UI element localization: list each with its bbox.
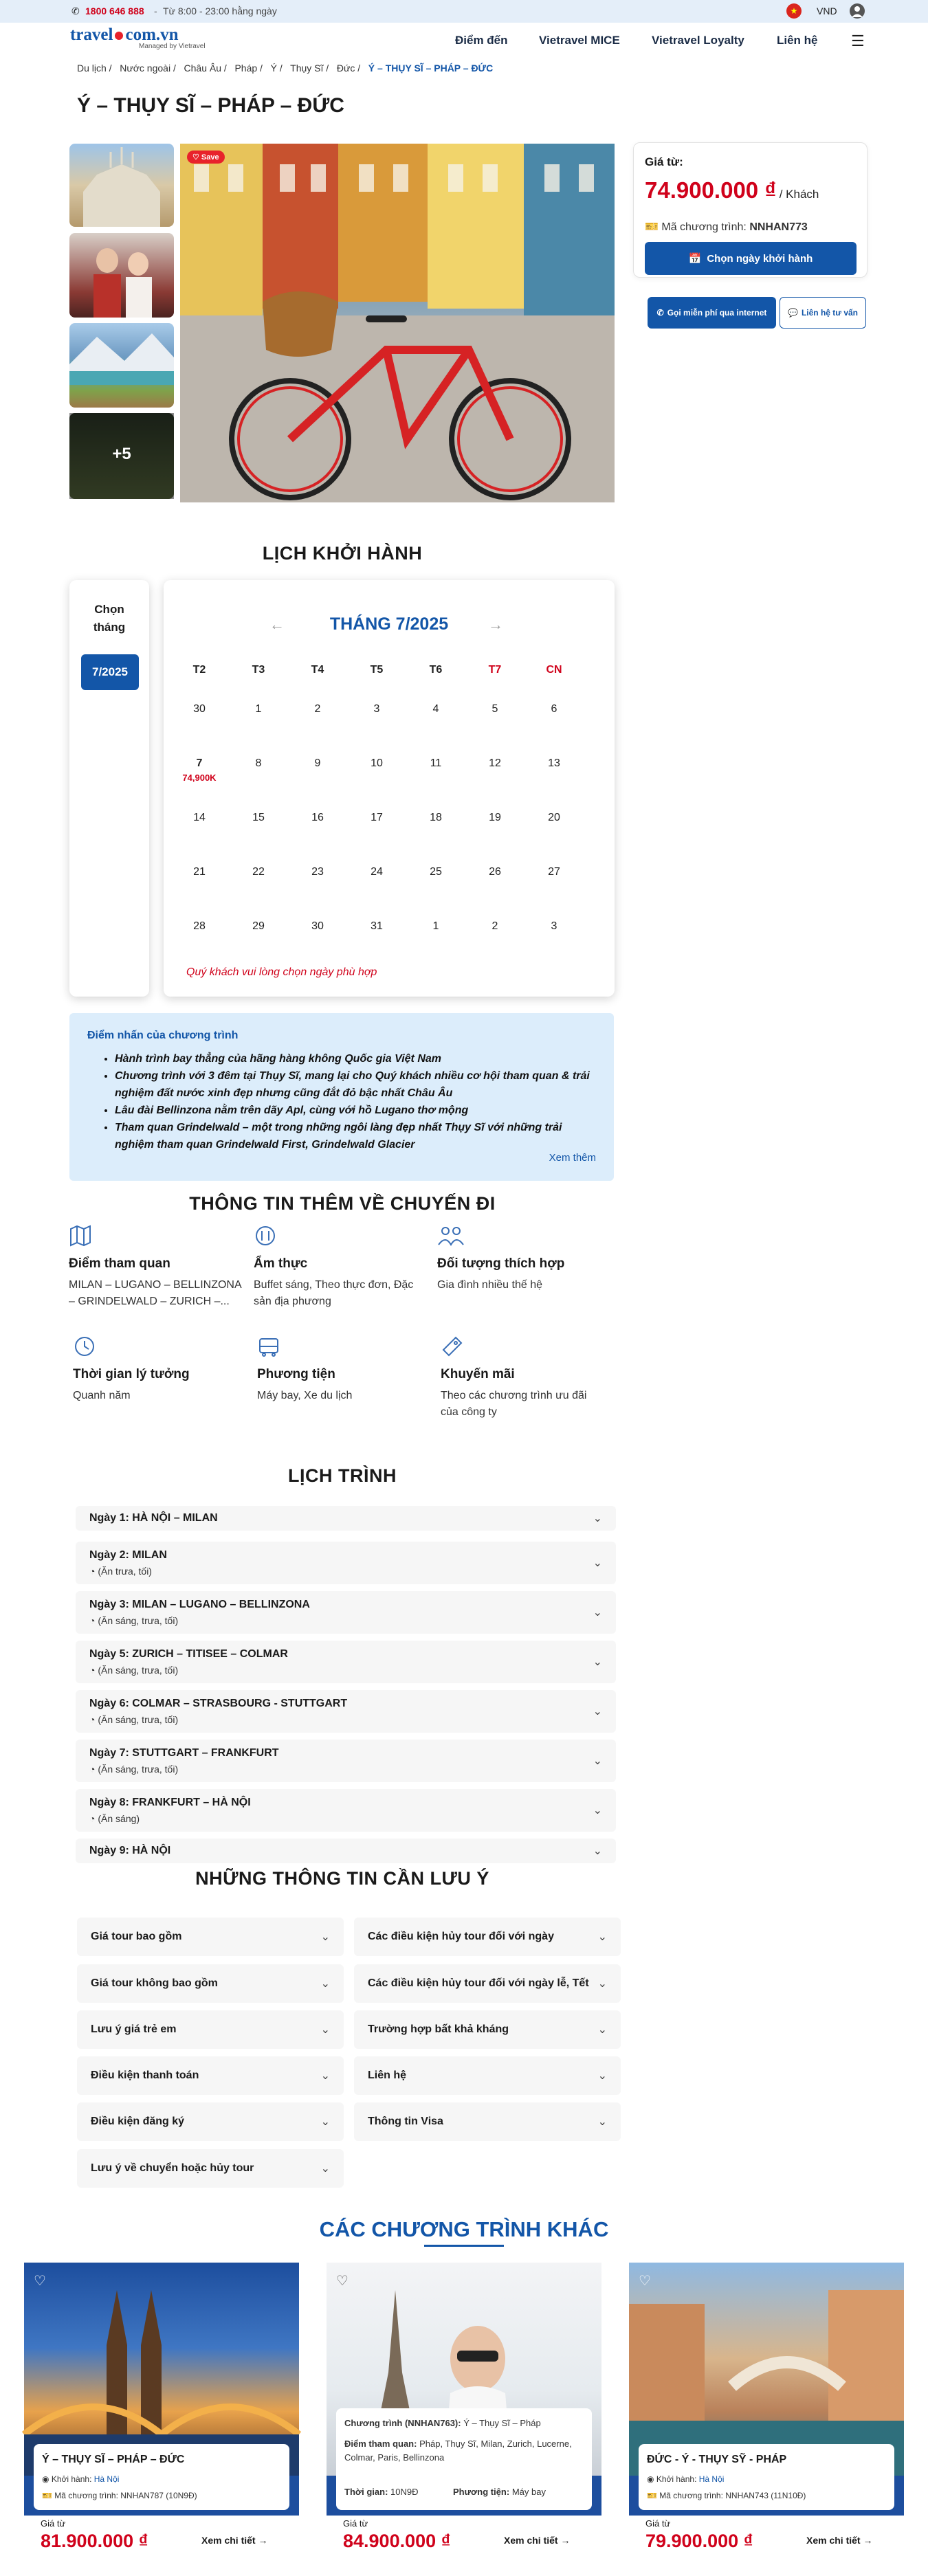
see-detail-link[interactable]: Xem chi tiết →: [504, 2535, 571, 2546]
calendar-day[interactable]: 7 74,900K: [172, 757, 227, 783]
notes-title: NHỮNG THÔNG TIN CẦN LƯU Ý: [195, 1868, 489, 1889]
note-item[interactable]: Giá tour bao gồm ⌄: [77, 1918, 344, 1956]
meal-icon: ◔: [89, 1615, 98, 1626]
calendar-day: 18: [430, 812, 442, 823]
choose-date-button[interactable]: 📅 Chọn ngày khởi hành: [645, 242, 857, 275]
nav-mice[interactable]: Vietravel MICE: [539, 34, 620, 47]
favorite-heart-icon[interactable]: ♡: [34, 2274, 46, 2289]
calendar-day: 8: [255, 757, 262, 769]
info-best-time: Thời gian lý tưởng Quanh năm: [73, 1335, 252, 1404]
calendar-day: 13: [548, 757, 560, 769]
calendar: [164, 580, 615, 997]
note-item[interactable]: Điều kiện đăng ký ⌄: [77, 2102, 344, 2141]
chevron-down-icon: ⌄: [593, 1805, 602, 1817]
calendar-day: 27: [548, 866, 560, 878]
choose-month-label: Chọn tháng: [93, 603, 126, 634]
chevron-down-icon: ⌄: [320, 2163, 330, 2175]
program-info-card: Chương trình (NNHAN763): Ý – Thụy Sĩ – Pháp Điểm tham quan: Pháp, Thụy Sĩ, Milan, Zurich, Lucerne, Colmar, Paris, Bellinzona Thời gian: 10N9Đ Phương tiện: Máy bay: [336, 2408, 592, 2510]
note-item[interactable]: Điều kiện thanh toán ⌄: [77, 2056, 344, 2095]
meal-icon: ◔: [89, 1714, 98, 1725]
phone-call-icon: ✆: [656, 308, 664, 318]
info-sightseeing: Điểm tham quan MILAN – LUGANO – BELLINZONA – GRINDELWALD – ZURICH –...: [69, 1224, 247, 1310]
location-icon: ◉: [42, 2474, 49, 2484]
chevron-down-icon: ⌄: [320, 2024, 330, 2036]
highlights-box: [69, 1013, 614, 1181]
note-item[interactable]: Lưu ý giá trẻ em ⌄: [77, 2010, 344, 2049]
highlight-item: • Lâu đài Bellinzona nằm trên dãy Apl, cùng với hồ Lugano thơ mộng: [115, 1102, 596, 1119]
people-icon: [437, 1224, 465, 1247]
chevron-down-icon: ⌄: [593, 1656, 602, 1668]
program-card-3[interactable]: ♡ ĐỨC - Ý - THỤY SỸ - PHÁP ◉ Khởi hành: Hà Nội 🎫 Mã chương trình: NNHAN743 (11N10Đ) Giá từ 79.900.000 ₫ Xem chi tiết →: [629, 2263, 904, 2565]
meal-icon: ◔: [89, 1566, 98, 1577]
crumb-phap[interactable]: Pháp: [234, 63, 258, 74]
info-audience: Đối tượng thích hợp Gia đình nhiều thế hệ: [437, 1224, 616, 1293]
favorite-heart-icon[interactable]: ♡: [639, 2274, 651, 2289]
top-bar: ✆ 1800 646 888 - Từ 8:00 - 23:00 hằng ngày ★ VND: [0, 0, 928, 23]
thumb-couple[interactable]: [69, 233, 174, 318]
see-detail-link[interactable]: Xem chi tiết →: [201, 2535, 268, 2546]
thumb-milan-cathedral[interactable]: [69, 144, 174, 227]
itinerary-day[interactable]: Ngày 9: HÀ NỘI ⌄: [76, 1839, 616, 1863]
see-detail-link[interactable]: Xem chi tiết →: [806, 2535, 873, 2546]
calendar-day: 4: [432, 703, 439, 715]
chevron-down-icon: ⌄: [597, 2024, 607, 2036]
header: [0, 23, 928, 60]
page-title: Ý – THỤY SĨ – PHÁP – ĐỨC: [77, 94, 344, 117]
calendar-day: 11: [430, 757, 442, 769]
opening-hours: Từ 8:00 - 23:00 hằng ngày: [163, 5, 277, 16]
tour-price: 74.900.000 ₫: [645, 177, 777, 203]
weekday-header: T2: [192, 664, 206, 676]
month-tab-7-2025[interactable]: 7/2025: [81, 654, 139, 690]
chevron-down-icon: ⌄: [320, 1978, 330, 1990]
calendar-day: 26: [489, 866, 501, 878]
chevron-down-icon: ⌄: [320, 2070, 330, 2082]
currency-select[interactable]: VND: [817, 5, 837, 16]
crumb-chau-au[interactable]: Châu Âu: [184, 63, 221, 74]
save-badge[interactable]: ♡ Save: [187, 151, 225, 164]
price-box: [633, 142, 868, 278]
nav-contact[interactable]: Liên hệ: [777, 34, 818, 47]
calendar-month-title: THÁNG 7/2025: [329, 614, 449, 634]
chevron-down-icon: ⌄: [597, 1978, 607, 1990]
itinerary-day[interactable]: Ngày 7: STUTTGART – FRANKFURT ◔ (Ăn sáng, trưa, tối) ⌄: [76, 1740, 616, 1782]
vietnam-flag-icon[interactable]: ★: [786, 3, 802, 19]
crumb-duc[interactable]: Đức: [336, 63, 355, 74]
chat-icon: 💬: [788, 308, 798, 318]
chevron-down-icon: ⌄: [597, 1931, 607, 1943]
calendar-day: 29: [252, 920, 265, 932]
note-item[interactable]: Trường hợp bất khả kháng ⌄: [354, 2010, 621, 2049]
note-item[interactable]: Lưu ý về chuyển hoặc hủy tour ⌄: [77, 2149, 344, 2188]
info-title: THÔNG TIN THÊM VỀ CHUYẾN ĐI: [189, 1193, 496, 1214]
location-icon: ◉: [647, 2474, 654, 2484]
crumb-nuoc-ngoai[interactable]: Nước ngoài: [120, 63, 171, 74]
calendar-day: 6: [551, 703, 557, 715]
code-label: Mã chương trình:: [661, 221, 747, 233]
prev-month-arrow-icon[interactable]: ←: [269, 616, 285, 633]
chevron-down-icon: ⌄: [593, 1513, 602, 1524]
note-item[interactable]: Liên hệ ⌄: [354, 2056, 621, 2095]
day-price: 74,900K: [182, 773, 217, 783]
chevron-down-icon: ⌄: [320, 2116, 330, 2128]
highlight-item: • Hành trình bay thẳng của hãng hàng không Quốc gia Việt Nam: [115, 1050, 596, 1067]
calendar-day: 14: [193, 812, 206, 823]
chevron-down-icon: ⌄: [593, 1845, 602, 1857]
calendar-day: 10: [371, 757, 383, 769]
title-underline: [424, 2245, 504, 2247]
thumb-swiss-lake[interactable]: [69, 323, 174, 408]
ticket-icon: 🎫: [645, 221, 659, 233]
calendar-icon: 📅: [688, 253, 702, 265]
highlights-title: Điểm nhấn của chương trình: [87, 1030, 239, 1041]
calendar-day: 2: [314, 703, 321, 715]
map-icon: [69, 1224, 92, 1247]
calendar-day: 3: [373, 703, 380, 715]
calendar-day: 16: [311, 812, 324, 823]
calendar-day: 3: [551, 920, 557, 932]
note-item[interactable]: Các điều kiện hủy tour đối với ngày lễ, Tết ⌄: [354, 1964, 621, 2003]
itinerary-day[interactable]: Ngày 1: HÀ NỘI – MILAN ⌄: [76, 1506, 616, 1531]
weekday-header: T7: [488, 664, 502, 676]
calendar-note: Quý khách vui lòng chọn ngày phù hợp: [186, 966, 377, 978]
weekday-header: T4: [311, 664, 324, 676]
meal-icon: ◔: [89, 1764, 98, 1775]
weekday-header: T3: [252, 664, 265, 676]
calendar-day: 20: [548, 812, 560, 823]
schedule-title: LỊCH KHỞI HÀNH: [262, 543, 423, 564]
thumb-more-photos[interactable]: +5: [69, 413, 174, 499]
calendar-day: 24: [371, 866, 383, 878]
breadcrumb: Du lịch / Nước ngoài / Châu Âu / Pháp / Ý / Thụy Sĩ / Đức / Ý – THỤY SĨ – PHÁP – ĐỨC: [77, 63, 494, 74]
chevron-down-icon: ⌄: [597, 2070, 607, 2082]
calendar-day: 31: [371, 920, 383, 932]
ticket-icon: 🎫: [42, 2491, 52, 2500]
chevron-down-icon: ⌄: [593, 1557, 602, 1569]
calendar-day: 30: [193, 703, 206, 715]
favorite-heart-icon[interactable]: ♡: [336, 2274, 349, 2289]
chevron-down-icon: ⌄: [597, 2116, 607, 2128]
calendar-day: 19: [489, 812, 501, 823]
calendar-day: 21: [193, 866, 206, 878]
calendar-day: 9: [314, 757, 321, 769]
next-month-arrow-icon[interactable]: →: [488, 616, 503, 633]
tour-code: NNHAN773: [749, 221, 808, 233]
chevron-down-icon: ⌄: [593, 1755, 602, 1767]
itinerary-day[interactable]: Ngày 3: MILAN – LUGANO – BELLINZONA ◔ (Ăn sáng, trưa, tối) ⌄: [76, 1591, 616, 1634]
calendar-day: 25: [430, 866, 442, 878]
weekday-header: T6: [429, 664, 443, 676]
nav-loyalty[interactable]: Vietravel Loyalty: [652, 34, 744, 47]
crumb-y[interactable]: Ý: [270, 63, 277, 74]
chevron-down-icon: ⌄: [593, 1706, 602, 1718]
note-item[interactable]: Giá tour không bao gồm ⌄: [77, 1964, 344, 2003]
see-more-link[interactable]: Xem thêm: [549, 1152, 596, 1164]
calendar-day: 1: [255, 703, 262, 715]
calendar-day: 12: [489, 757, 501, 769]
info-promotion: Khuyến mãi Theo các chương trình ưu đãi của công ty: [441, 1335, 606, 1421]
weekday-header: CN: [546, 664, 562, 676]
weekday-header: T5: [370, 664, 384, 676]
calendar-day: 30: [311, 920, 324, 932]
other-programs-title: CÁC CHƯƠNG TRÌNH KHÁC: [319, 2217, 609, 2241]
note-item[interactable]: Thông tin Visa ⌄: [354, 2102, 621, 2141]
info-cuisine: Ẩm thực Buffet sáng, Theo thực đơn, Đặc sản địa phương: [254, 1224, 432, 1310]
calendar-day: 2: [491, 920, 498, 932]
itinerary-day[interactable]: Ngày 6: COLMAR – STRASBOURG - STUTTGART ◔ (Ăn sáng, trưa, tối) ⌄: [76, 1690, 616, 1733]
calendar-day: 28: [193, 920, 206, 932]
nav-destinations[interactable]: Điểm đến: [455, 34, 508, 47]
program-info-card: ĐỨC - Ý - THỤY SỸ - PHÁP ◉ Khởi hành: Hà Nội 🎫 Mã chương trình: NNHAN743 (11N10Đ): [639, 2444, 894, 2510]
itinerary-day[interactable]: Ngày 5: ZURICH – TITISEE – COLMAR ◔ (Ăn sáng, trưa, tối) ⌄: [76, 1641, 616, 1683]
info-vehicle: Phương tiện Máy bay, Xe du lịch: [257, 1335, 436, 1404]
itinerary-day[interactable]: Ngày 2: MILAN ◔ (Ăn trưa, tối) ⌄: [76, 1542, 616, 1584]
clock-icon: [73, 1335, 96, 1358]
food-icon: [254, 1224, 277, 1247]
program-card-2[interactable]: ♡ Chương trình (NNHAN763): Ý – Thụy Sĩ – Pháp Điểm tham quan: Pháp, Thụy Sĩ, Milan, Zurich, Lucerne, Colmar, Paris, Bellinzona Thời gian: 10N9Đ Phương tiện: Máy bay Giá từ 84.900.000 ₫ Xem chi tiết →: [327, 2263, 601, 2565]
program-card-1[interactable]: ♡ Ý – THỤY SĨ – PHÁP – ĐỨC ◉ Khởi hành: Hà Nội 🎫 Mã chương trình: NNHAN787 (10N9Đ) Giá từ 81.900.000 ₫ Xem chi tiết →: [24, 2263, 299, 2565]
price-label: Giá từ:: [645, 155, 683, 168]
calendar-day: 23: [311, 866, 324, 878]
main-photo-bicycles[interactable]: [180, 144, 615, 502]
ticket-icon: 🎫: [647, 2491, 657, 2500]
chevron-down-icon: ⌄: [320, 1931, 330, 1943]
itinerary-day[interactable]: Ngày 8: FRANKFURT – HÀ NỘI ◔ (Ăn sáng) ⌄: [76, 1789, 616, 1832]
program-info-card: Ý – THỤY SĨ – PHÁP – ĐỨC ◉ Khởi hành: Hà Nội 🎫 Mã chương trình: NNHAN787 (10N9Đ): [34, 2444, 289, 2510]
calendar-day: 15: [252, 812, 265, 823]
menu-icon[interactable]: ☰: [851, 32, 865, 49]
chevron-down-icon: ⌄: [593, 1607, 602, 1619]
highlight-item: • Tham quan Grindelwald – một trong những ngôi làng đẹp nhất Thụy Sĩ với những trải nghiệm tham quan Grindelwald First, Grindelwald Glacier: [115, 1119, 596, 1153]
call-internet-button[interactable]: ✆ Gọi miễn phí qua internet: [648, 297, 776, 329]
logo[interactable]: travel com.vn Managed by Vietravel: [70, 25, 206, 50]
calendar-day: 1: [432, 920, 439, 932]
crumb-current: Ý – THỤY SĨ – PHÁP – ĐỨC: [368, 63, 494, 74]
promo-icon: [441, 1335, 464, 1358]
price-unit: / Khách: [779, 188, 819, 201]
meal-icon: ◔: [89, 1665, 98, 1676]
hotline[interactable]: 1800 646 888: [85, 5, 144, 16]
consult-button[interactable]: 💬 Liên hệ tư vấn: [780, 297, 866, 329]
note-item[interactable]: Các điều kiện hủy tour đối với ngày ⌄: [354, 1918, 621, 1956]
month-selector: [69, 580, 149, 997]
crumb-thuy-si[interactable]: Thụy Sĩ: [290, 63, 324, 74]
user-icon[interactable]: [850, 3, 865, 19]
itinerary-title: LỊCH TRÌNH: [288, 1465, 397, 1486]
phone-icon: ✆: [71, 5, 80, 16]
calendar-day: 5: [491, 703, 498, 715]
meal-icon: ◔: [89, 1813, 98, 1824]
calendar-day: 22: [252, 866, 265, 878]
crumb-du-lich[interactable]: Du lịch: [77, 63, 107, 74]
highlight-item: • Chương trình với 3 đêm tại Thụy Sĩ, mang lại cho Quý khách nhiều cơ hội tham quan & trải nghiệm đất nước xinh đẹp nhưng cũng đắt đỏ bậc nhất Châu Âu: [115, 1067, 596, 1102]
calendar-day: 17: [371, 812, 383, 823]
vehicle-icon: [257, 1335, 280, 1358]
